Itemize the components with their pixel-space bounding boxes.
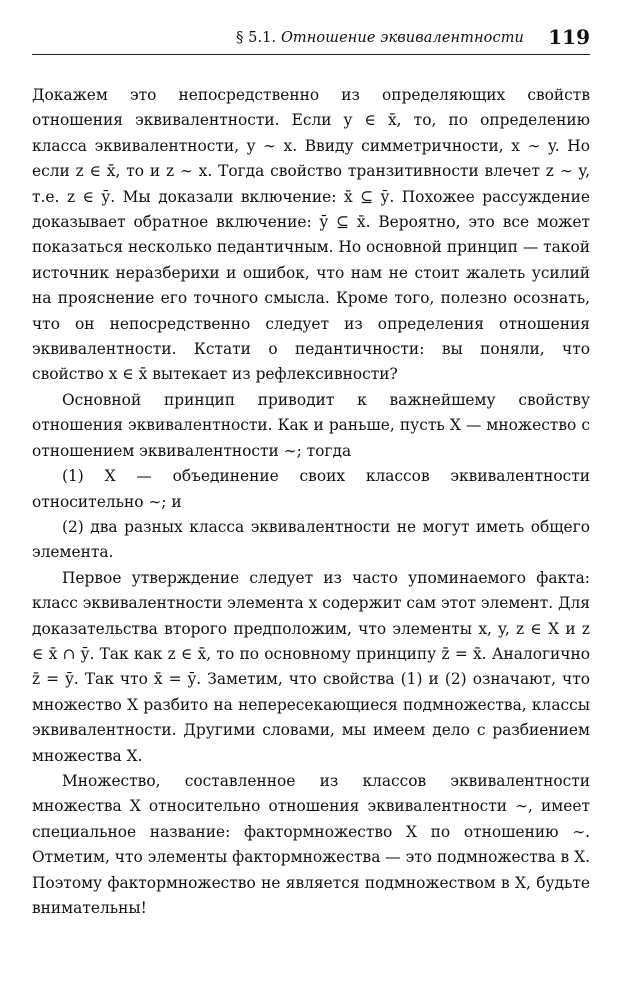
page-number: 119: [548, 25, 590, 49]
section-number: § 5.1.: [236, 30, 277, 46]
paragraph: Основной принцип приводит к важнейшему свойству отношения эквивалентности. Как и раньше, пусть X — множество с отношением эквивалентности ∼; тогда: [32, 390, 590, 460]
running-header: [32, 22, 590, 55]
page-body: [32, 83, 590, 921]
paragraph: Первое утверждение следует из часто упоминаемого факта: класс эквивалентности элемента x содержит сам этот элемент. Для доказательства второго предположим, что элементы x, y, z ∈ X и z ∈ x̄ ∩ ȳ. Так как z ∈ x̄, то по основному принципу z̄ = x̄. Аналогично z̄ = ȳ. Так что x̄ = ȳ. Заметим, что свойства (1) и (2) означают, что множество X разбито на непересекающиеся подмножества, классы эквивалентности. Другими словами, мы имеем дело с разбиением множества X.: [32, 568, 590, 765]
list-item: (2) два разных класса эквивалентности не могут иметь общего элемента.: [32, 517, 590, 562]
running-title: [236, 30, 524, 46]
paragraph: Докажем это непосредственно из определяющих свойств отношения эквивалентности. Если y ∈ x̄, то, по определению класса эквивалентности, y ∼ x. Ввиду симметричности, x ∼ y. Но если z ∈ x̄, то и z ∼ x. Тогда свойство транзитивности влечет z ∼ y, т.е. z ∈ ȳ. Мы доказали включение: x̄ ⊆ ȳ. Похожее рассуждение доказывает обратное включение: ȳ ⊆ x̄. Вероятно, это все может показаться несколько педантичным. Но основной принцип — такой источник неразберихи и ошибок, что нам не стоит жалеть усилий на прояснение его точного смысла. Кроме того, полезно осознать, что он непосредственно следует из определения отношения эквивалентности. Кстати о педантичности: вы поняли, что свойство x ∈ x̄ вытекает из рефлексивности?: [32, 86, 590, 384]
chapter-title: Отношение эквивалентности: [280, 30, 524, 46]
paragraph: Множество, составленное из классов эквивалентности множества X относительно отношения эквивалентности ∼, имеет специальное название: фактормножество X по отношению ∼. Отметим, что элементы фактормножества — это подмножества в X. Поэтому фактормножество не является подмножеством в X, будьте внимательны!: [32, 771, 590, 917]
list-item: (1) X — объединение своих классов эквивалентности относительно ∼; и: [32, 467, 590, 511]
